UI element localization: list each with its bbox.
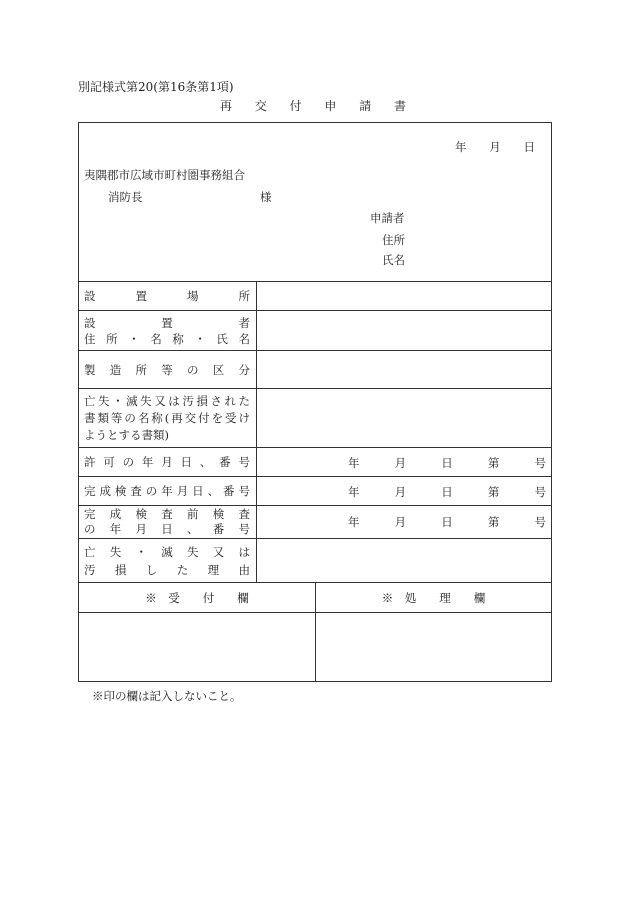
lost-documents-field[interactable]	[258, 389, 550, 447]
factory-category-field[interactable]	[258, 351, 550, 388]
form-reference: 別記様式第20(第16条第1項)	[78, 80, 234, 94]
pre-completion-inspection-label: 完成検査前検査 の年月日、番号	[84, 507, 250, 536]
lost-documents-label: 亡失・滅失又は汚損された 書類等の名称(再交付を受け ようとする書類)	[84, 393, 250, 442]
day-label: 日	[441, 485, 453, 499]
applicant-address-label: 住所	[382, 233, 405, 247]
date-year-label: 年	[455, 140, 467, 154]
date-month-label: 月	[489, 140, 501, 154]
loss-reason-field[interactable]	[258, 539, 550, 582]
form-title: 再 交 付 申 請 書	[220, 99, 406, 113]
factory-category-label: 製造所等の区分	[84, 362, 250, 377]
location-field[interactable]	[258, 282, 550, 310]
day-label: 日	[441, 515, 453, 529]
year-label: 年	[348, 515, 360, 529]
addressee-organization: 夷隅郡市広域市町村圏事務組合	[84, 168, 245, 182]
reception-field[interactable]	[79, 613, 315, 681]
processing-header: ※ 処 理 欄	[381, 590, 486, 605]
reception-header: ※ 受 付 欄	[145, 590, 249, 605]
installer-field[interactable]	[258, 311, 550, 350]
permit-date-number-field[interactable]	[348, 455, 546, 471]
addressee-honorific: 様	[260, 190, 272, 204]
loss-reason-label: 亡失・滅失又は 汚損した理由	[84, 544, 250, 577]
number-suffix-label: 号	[534, 456, 546, 470]
installer-label: 設置者 住所・名称・氏名	[84, 315, 250, 346]
day-label: 日	[441, 456, 453, 470]
applicant-label: 申請者	[370, 211, 405, 225]
number-prefix-label: 第	[487, 456, 500, 470]
completion-date-number-field[interactable]	[348, 484, 546, 500]
year-label: 年	[348, 485, 360, 499]
year-label: 年	[348, 456, 360, 470]
processing-field[interactable]	[316, 613, 551, 681]
completion-inspection-label: 完成検査の年月日、番号	[84, 484, 250, 498]
month-label: 月	[394, 456, 407, 470]
permit-date-number-label: 許可の年月日、番号	[84, 455, 250, 469]
location-label: 設置場所	[84, 289, 250, 303]
month-label: 月	[394, 515, 407, 529]
number-prefix-label: 第	[487, 485, 500, 499]
number-suffix-label: 号	[534, 485, 546, 499]
number-prefix-label: 第	[487, 515, 500, 529]
footnote: ※印の欄は記入しないこと。	[92, 689, 242, 703]
addressee-position: 消防長	[108, 190, 143, 204]
date-day-label: 日	[523, 140, 535, 154]
applicant-name-label: 氏名	[382, 253, 405, 267]
month-label: 月	[394, 485, 407, 499]
pre-inspection-date-number-field[interactable]	[348, 514, 546, 530]
date-header	[455, 139, 535, 155]
number-suffix-label: 号	[534, 515, 546, 529]
